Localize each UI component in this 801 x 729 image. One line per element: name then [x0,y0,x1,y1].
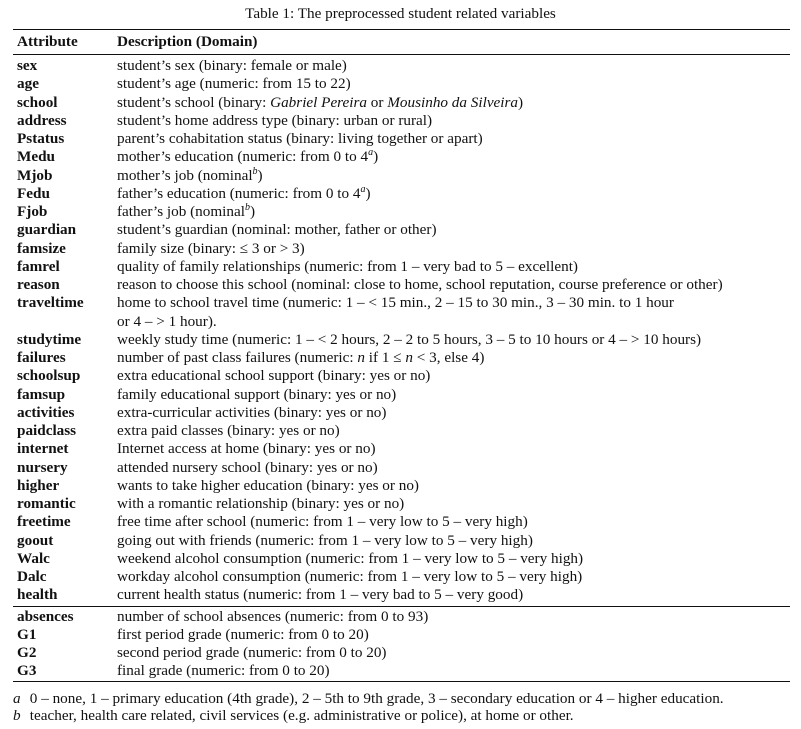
description-text: < 3, else 4) [412,349,485,366]
attribute-description [117,477,790,495]
description-text: first period grade (numeric: from 0 to 20) [117,625,369,643]
footnote-b [13,707,574,725]
attribute-name: G2 [17,644,37,661]
attribute-description [117,57,790,75]
attribute-description [117,258,790,276]
table-row [13,112,790,130]
attribute-name: romantic [17,495,76,512]
table-row [13,94,790,112]
attribute-name: G1 [17,625,37,643]
footnote-mark: a [13,690,21,707]
footnote-text: teacher, health care related, civil services (e.g. administrative or police), at home or other. [29,707,574,724]
description-text: ) [365,184,371,202]
attribute-description [117,203,790,221]
attribute-description [117,440,790,458]
table-row [13,459,790,477]
table-row [13,331,790,349]
attribute-name: age [17,75,39,93]
attribute-name: studytime [17,330,82,348]
attribute-name: sex [17,57,38,74]
description-text: if 1 ≤ [364,349,406,366]
table-row [13,258,790,276]
table-row [13,477,790,495]
attribute-description [117,513,790,531]
attribute-description [117,586,790,604]
description-text: wants to take higher education (binary: yes or no) [117,476,419,494]
footnote-ref: b [252,165,258,177]
description-text: mother’s job (nominal [117,166,253,184]
attribute-name: Fjob [17,203,48,220]
attribute-description [117,167,790,185]
attribute-name: schoolsup [17,367,81,385]
attribute-description [117,662,790,680]
footnote-ref: b [244,201,250,213]
description-text: final grade (numeric: from 0 to 20) [117,662,330,680]
description-text: Internet access at home (binary: yes or no) [117,440,376,458]
attribute-description [117,331,790,349]
description-text: mother’s education (numeric: from 0 to 4 [117,148,369,166]
description-text: going out with friends (numeric: from 1 – very low to 5 – very high) [117,531,533,549]
attribute-name: famsup [17,385,66,403]
table-row [13,203,790,221]
description-text: attended nursery school (binary: yes or no) [117,458,378,476]
table-body [13,55,790,681]
description-text: current health status (numeric: from 1 – very bad to 5 – very good) [117,586,524,604]
table-row [13,495,790,513]
description-text: or [367,93,388,111]
description-text: extra paid classes (binary: yes or no) [117,422,340,439]
attribute-name: higher [17,476,60,494]
table-row [13,75,790,93]
attribute-name: reason [17,276,60,293]
attribute-description [117,185,790,203]
attribute-name: famsize [17,239,66,257]
attribute-description [117,568,790,586]
table-row [13,276,790,294]
table-row [13,586,790,604]
attribute-description [117,422,790,440]
attribute-description [117,644,790,662]
description-text: second period grade (numeric: from 0 to 20) [117,644,387,661]
attribute-name: Mjob [17,166,53,184]
attribute-description [117,294,790,331]
table-row [13,386,790,404]
attribute-description [117,608,790,626]
attribute-description [117,130,790,148]
attribute-description [117,459,790,477]
footnote-a [13,690,724,708]
description-text: ) [257,166,263,184]
description-text: extra-curricular activities (binary: yes or no) [117,403,387,421]
attribute-description [117,404,790,422]
table-row [13,568,790,586]
attribute-name: Medu [17,148,55,166]
table-row [13,608,790,626]
description-text: student’s age (numeric: from 15 to 22) [117,75,351,93]
table-row [13,440,790,458]
attribute-description [117,112,790,130]
table-caption: Table 1: The preprocessed student related variables [245,5,556,22]
table-row [13,662,790,680]
attribute-name: G3 [17,662,37,680]
description-text: Mousinho da Silveira [387,93,519,111]
table-row [13,240,790,258]
description-text: family educational support (binary: yes or no) [117,385,397,403]
description-text: number of past class failures (numeric: [117,349,358,366]
attribute-name: guardian [17,221,77,239]
attribute-description [117,148,790,166]
description-text: Gabriel Pereira [270,93,367,111]
table-row [13,185,790,203]
attribute-name: failures [17,349,66,366]
description-text: n [405,349,413,366]
table-row [13,130,790,148]
attribute-description [117,532,790,550]
description-text: weekend alcohol consumption (numeric: from 1 – very low to 5 – very high) [117,549,584,567]
description-text: student’s sex (binary: female or male) [117,57,347,74]
attribute-name: nursery [17,458,68,476]
table-row [13,367,790,385]
description-text: ) [249,203,255,220]
table-row [13,626,790,644]
table-row [13,294,790,331]
table-row [13,148,790,166]
table-row [13,404,790,422]
attribute-description [117,550,790,568]
description-text: reason to choose this school (nominal: close to home, school reputation, course preference or other) [117,276,723,293]
description-text: quality of family relationships (numeric: from 1 – very bad to 5 – excellent) [117,257,578,275]
attribute-name: activities [17,403,75,421]
table-row [13,422,790,440]
bottom-rule [13,681,790,682]
description-text: father’s job (nominal [117,203,245,220]
description-text: student’s home address type (binary: urban or rural) [117,111,433,129]
description-text: student’s school (binary: [117,93,271,111]
section-rule [13,606,790,607]
description-text: family size (binary: ≤ 3 or > 3) [117,239,305,257]
attribute-description [117,221,790,239]
description-text: father’s education (numeric: from 0 to 4 [117,184,361,202]
attribute-name: famrel [17,257,60,275]
attribute-description [117,386,790,404]
attribute-name: absences [17,607,74,625]
table-row [13,532,790,550]
attribute-name: health [17,586,58,604]
table-header [13,30,790,54]
attribute-description [117,240,790,258]
table-row [13,57,790,75]
attribute-name: internet [17,440,69,458]
variables-table [13,29,790,682]
description-text: with a romantic relationship (binary: yes or no) [117,495,405,512]
description-text: extra educational school support (binary: yes or no) [117,367,431,385]
description-text: home to school travel time (numeric: 1 – < 15 min., 2 – 15 to 30 min., 3 – 30 min. to 1 hour or 4 – > 1 hour). [117,294,674,330]
description-text: weekly study time (numeric: 1 – < 2 hours, 2 – 2 to 5 hours, 3 – 5 to 10 hours or 4 – > 10 hours) [117,330,702,348]
description-text: parent’s cohabitation status (binary: living together or apart) [117,130,483,147]
header-attribute: Attribute [17,33,78,50]
header-description: Description (Domain) [117,33,258,50]
attribute-name: Dalc [17,568,47,585]
description-text: number of school absences (numeric: from 0 to 93) [117,607,429,625]
attribute-name: school [17,93,58,111]
description-text: n [357,349,365,366]
attribute-name: Pstatus [17,130,65,147]
attribute-name: Fedu [17,184,50,202]
table-row [13,221,790,239]
attribute-name: address [17,111,67,129]
description-text: ) [373,148,379,166]
footnote-mark: b [13,707,21,724]
attribute-description [117,75,790,93]
description-text: free time after school (numeric: from 1 – very low to 5 – very high) [117,513,528,531]
table-row [13,550,790,568]
description-text: workday alcohol consumption (numeric: from 1 – very low to 5 – very high) [117,568,583,585]
description-text: student’s guardian (nominal: mother, father or other) [117,221,437,239]
table-row [13,167,790,185]
attribute-description [117,367,790,385]
footnote-text: 0 – none, 1 – primary education (4th grade), 2 – 5th to 9th grade, 3 – secondary education or 4 – higher education. [29,690,724,707]
attribute-description [117,626,790,644]
attribute-name: Walc [17,549,50,567]
attribute-name: paidclass [17,422,77,439]
attribute-name: goout [17,531,54,549]
table-row [13,349,790,367]
attribute-name: traveltime [17,294,84,312]
description-text: ) [518,93,524,111]
table-row [13,513,790,531]
table-row [13,644,790,662]
attribute-description [117,276,790,294]
attribute-description [117,349,790,367]
footnote-ref: a [368,147,374,159]
attribute-description [117,495,790,513]
attribute-description [117,94,790,112]
attribute-name: freetime [17,513,71,531]
footnote-ref: a [360,183,366,195]
